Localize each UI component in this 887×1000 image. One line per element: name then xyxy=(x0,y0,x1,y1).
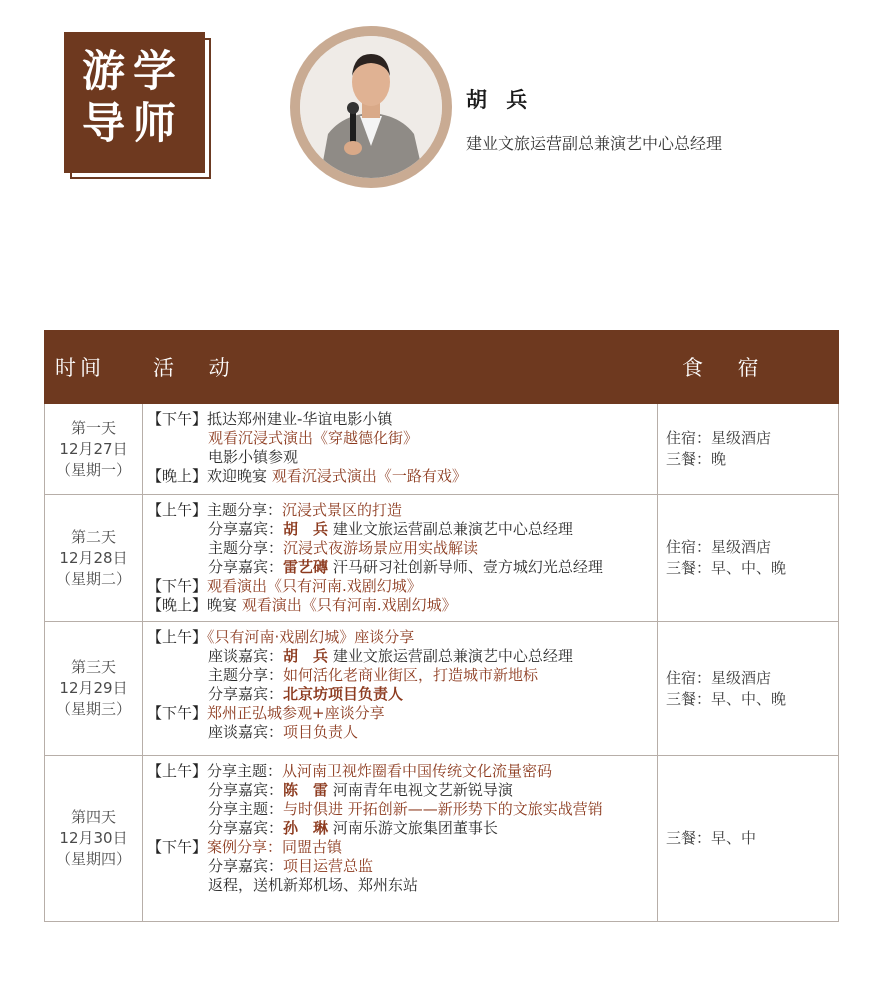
line-label: 欢迎晚宴 xyxy=(207,467,268,485)
line-text: 《只有河南·戏剧幻城》座谈分享 xyxy=(207,628,415,646)
time-tag: 【上午】 xyxy=(147,762,208,780)
activity-line xyxy=(147,781,653,800)
time-tag: 【下午】 xyxy=(147,577,208,595)
activity-cell xyxy=(143,404,658,495)
activity-line xyxy=(147,704,653,723)
line-label: 分享嘉宾： xyxy=(208,558,284,576)
line-text: 案例分享：同盟古镇 xyxy=(207,838,343,856)
header-time: 时间 xyxy=(45,331,143,404)
line-text: 沉浸式景区的打造 xyxy=(282,501,403,519)
activity-line xyxy=(147,876,653,895)
line-label: 座谈嘉宾： xyxy=(208,723,284,741)
line-text: 观看沉浸式演出《一路有戏》 xyxy=(271,467,467,485)
activity-line xyxy=(147,577,653,596)
day-day: 第一天 xyxy=(70,418,116,437)
activity-line xyxy=(147,838,653,857)
line-label: 座谈嘉宾： xyxy=(208,647,284,665)
day-cell xyxy=(45,404,143,495)
line-label: 晚宴 xyxy=(207,596,238,614)
mentor-name: 胡 兵 xyxy=(466,88,534,112)
activity-line xyxy=(147,857,653,876)
guest-name: 胡 兵 xyxy=(283,520,329,538)
time-tag: 【下午】 xyxy=(147,410,208,428)
line-text: 如何活化老商业街区，打造城市新地标 xyxy=(283,666,539,684)
activity-line xyxy=(147,762,653,781)
activity-cell xyxy=(143,756,658,922)
activity-line xyxy=(147,558,653,577)
day-weekday: （星期四） xyxy=(55,850,131,868)
activity-line xyxy=(147,723,653,742)
day-weekday: （星期三） xyxy=(55,700,131,718)
activity-line xyxy=(147,501,653,520)
line-text: 项目运营总监 xyxy=(283,857,374,875)
day-day: 第四天 xyxy=(70,808,116,826)
food-lodging-cell xyxy=(658,622,839,756)
food-lodging-item: 三餐：晚 xyxy=(666,450,727,468)
line-text: 抵达郑州建业-华谊电影小镇 xyxy=(207,410,393,428)
guest-name: 胡 兵 xyxy=(283,647,329,665)
guest-name: 孙 琳 xyxy=(283,819,329,837)
day-cell xyxy=(45,622,143,756)
time-tag: 【下午】 xyxy=(147,704,208,722)
activity-line xyxy=(147,596,653,615)
table-row xyxy=(45,495,839,622)
line-text: 电影小镇参观 xyxy=(208,448,299,466)
activity-line xyxy=(147,628,653,647)
activity-line xyxy=(147,647,653,666)
day-weekday: （星期一） xyxy=(55,460,131,479)
time-tag: 【晚上】 xyxy=(147,596,208,614)
activity-line xyxy=(147,448,653,467)
day-day: 第三天 xyxy=(70,658,116,676)
badge-line-2: 导师 xyxy=(82,99,184,149)
activity-line xyxy=(147,410,653,429)
food-lodging-item: 住宿：星级酒店 xyxy=(666,668,772,687)
header-food: 食 宿 xyxy=(658,331,839,404)
activity-line xyxy=(147,539,653,558)
activity-line xyxy=(147,819,653,838)
activity-line xyxy=(147,800,653,819)
line-text: 沉浸式夜游场景应用实战解读 xyxy=(283,539,479,557)
time-tag: 【下午】 xyxy=(147,838,208,856)
line-text: 河南青年电视文艺新锐导演 xyxy=(332,781,513,799)
mentor-avatar xyxy=(300,36,442,178)
activity-line xyxy=(147,467,653,486)
line-label: 分享主题： xyxy=(207,762,283,780)
day-cell xyxy=(45,495,143,622)
line-text: 河南乐游文旅集团董事长 xyxy=(332,819,498,837)
time-tag: 【上午】 xyxy=(147,501,208,519)
line-label: 分享嘉宾： xyxy=(208,520,284,538)
line-text: 项目负责人 xyxy=(283,723,359,741)
line-text: 郑州正弘城参观+座谈分享 xyxy=(207,704,385,722)
section-badge xyxy=(64,32,205,173)
day-date: 12月29日 xyxy=(59,679,128,697)
guest-name: 雷艺磚 xyxy=(283,558,329,576)
line-text: 观看演出《只有河南.戏剧幻城》 xyxy=(241,596,457,614)
day-date: 12月27日 xyxy=(59,439,128,458)
day-day: 第二天 xyxy=(70,527,116,546)
line-label: 主题分享： xyxy=(208,666,284,684)
food-lodging-item: 三餐：早、中、晚 xyxy=(666,559,787,577)
day-date: 12月30日 xyxy=(59,829,128,847)
line-label: 分享嘉宾： xyxy=(208,781,284,799)
day-weekday: （星期二） xyxy=(55,569,131,588)
activity-line xyxy=(147,429,653,448)
activity-cell xyxy=(143,622,658,756)
table-header-row xyxy=(45,331,839,404)
food-lodging-cell xyxy=(658,404,839,495)
line-text: 建业文旅运营副总兼演艺中心总经理 xyxy=(332,647,573,665)
food-lodging-item: 三餐：早、中、晚 xyxy=(666,689,787,708)
table-row xyxy=(45,756,839,922)
food-lodging-cell xyxy=(658,756,839,922)
table-row xyxy=(45,622,839,756)
food-lodging-item: 三餐：早、中 xyxy=(666,829,757,847)
food-lodging-item: 住宿：星级酒店 xyxy=(666,429,772,447)
line-text: 观看演出《只有河南.戏剧幻城》 xyxy=(207,577,422,595)
day-date: 12月28日 xyxy=(59,548,128,567)
line-text: 观看沉浸式演出《穿越德化街》 xyxy=(208,429,419,447)
table-row xyxy=(45,404,839,495)
line-text: 汗马研习社创新导师、壹方城幻光总经理 xyxy=(332,558,603,576)
activity-cell xyxy=(143,495,658,622)
badge-line-1: 游学 xyxy=(82,47,184,97)
activity-line xyxy=(147,685,653,704)
food-lodging-item: 住宿：星级酒店 xyxy=(666,538,772,556)
line-text: 从河南卫视炸圈看中国传统文化流量密码 xyxy=(282,762,553,780)
line-label: 主题分享： xyxy=(207,501,283,519)
line-label: 主题分享： xyxy=(208,539,284,557)
line-text: 建业文旅运营副总兼演艺中心总经理 xyxy=(332,520,573,538)
mentor-title: 建业文旅运营副总兼演艺中心总经理 xyxy=(466,134,723,153)
time-tag: 【晚上】 xyxy=(147,467,208,485)
activity-line xyxy=(147,520,653,539)
line-label: 分享嘉宾： xyxy=(208,685,284,703)
food-lodging-cell xyxy=(658,495,839,622)
day-cell xyxy=(45,756,143,922)
guest-name: 北京坊项目负责人 xyxy=(283,685,404,703)
activity-line xyxy=(147,666,653,685)
mentor-portrait-icon xyxy=(300,36,442,178)
line-label: 分享嘉宾： xyxy=(208,819,284,837)
header-activity: 活 动 xyxy=(143,331,658,404)
line-label: 分享主题： xyxy=(208,800,284,818)
line-label: 分享嘉宾： xyxy=(208,857,284,875)
guest-name: 陈 雷 xyxy=(283,781,329,799)
time-tag: 【上午】 xyxy=(147,628,208,646)
line-text: 与时俱进 开拓创新——新形势下的文旅实战营销 xyxy=(283,800,603,818)
schedule-table xyxy=(44,330,839,922)
line-text: 返程，送机新郑机场、郑州东站 xyxy=(208,876,419,894)
